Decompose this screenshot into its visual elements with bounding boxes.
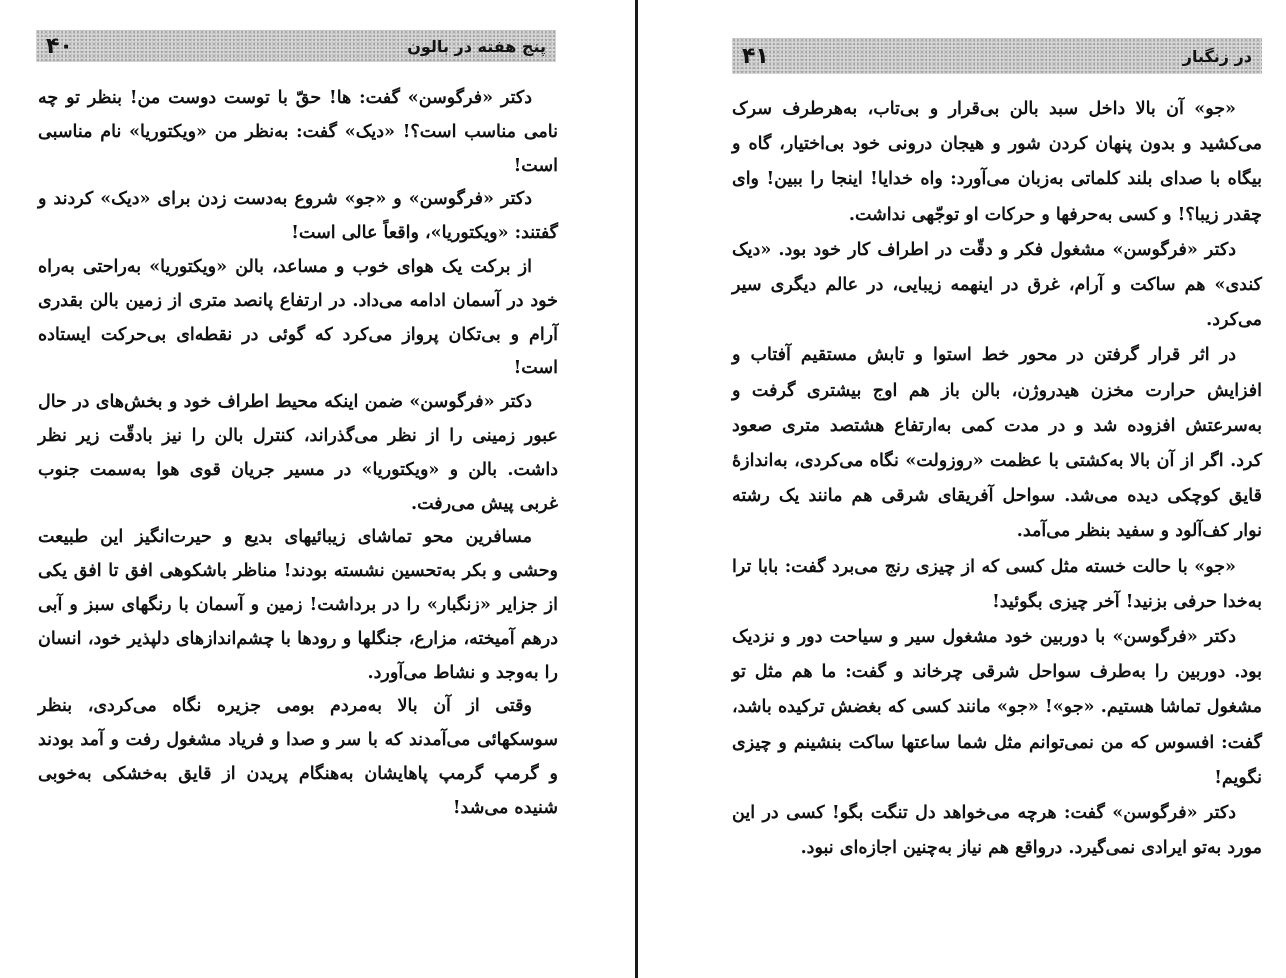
paragraph: دکتر «فرگوسن» ضمن اینکه محیط اطراف خود و بخش‌های در حال عبور زمینی را از نظر می‌گذراند، کنترل بالن را نیز بادقّت زیر نظر داشت. بالن و «ویکتوریا» در مسیر جریان قوی هوا به‌سمت جنوب غربی پیش می‌رفت. bbox=[38, 392, 558, 514]
right-running-title: در زنگبار bbox=[1182, 46, 1252, 66]
book-spine-divider bbox=[635, 0, 638, 978]
right-page bbox=[640, 0, 1286, 978]
right-body-text bbox=[732, 92, 1262, 866]
paragraph: مسافرین محو تماشای زیبائیهای بدیع و حیرت‌انگیز این طبیعت وحشی و بکر به‌تحسین نشسته بودند! مناظر باشکوهی افق تا افق یکی از جزایر «زنگبار» را در برداشت! زمین و آسمان با رنگهای سبز و آبی درهم آمیخته، مزارع، جنگلها و رودها با چشم‌اندازهای دلپذیر خود، انسان را به‌وجد و نشاط می‌آورد. bbox=[38, 527, 558, 683]
left-page bbox=[0, 0, 636, 978]
paragraph: در اثر قرار گرفتن در محور خط استوا و تابش مستقیم آفتاب و افزایش حرارت مخزن هیدروژن، بالن باز هم اوج بیشتری گرفت و به‌سرعتش افزوده شد و در مدت کمی به‌ارتفاع هشتصد متری صعود کرد. اگر از آن بالا به‌کشتی با عظمت «روزولت» نگاه می‌کردی، به‌اندازهٔ قایق کوچکی دیده می‌شد. سواحل آفریقای شرقی هم مانند یک رشته نوار کف‌آلود و سفید بنظر می‌آمد. bbox=[732, 345, 1262, 542]
paragraph: «جو» با حالت خسته مثل کسی که از چیزی رنج می‌برد گفت: بابا ترا به‌خدا حرفی بزنید! آخر چیزی بگوئید! bbox=[732, 556, 1262, 612]
paragraph: «جو» آن بالا داخل سبد بالن بی‌قرار و بی‌تاب، به‌هرطرف سرک می‌کشید و بدون پنهان کردن شور و هیجان درونی خود بی‌اختیار، گاه و بیگاه با صدای بلند کلماتی به‌زبان می‌آورد: واه خدایا! اینجا را ببین! وای چقدر زیبا؟! و کسی به‌حرفها و حرکات او توجّهی نداشت. bbox=[732, 99, 1262, 225]
paragraph: دکتر «فرگوسن» گفت: هرچه می‌خواهد دل تنگت بگو! کسی در این مورد به‌تو ایرادی نمی‌گیرد. درواقع هم نیاز به‌چنین اجازه‌ای نبود. bbox=[732, 803, 1262, 859]
paragraph: دکتر «فرگوسن» و «جو» شروع به‌دست زدن برای «دیک» کردند و گفتند: «ویکتوریا»، واقعاً عالی است! bbox=[38, 189, 558, 244]
left-body-text bbox=[38, 82, 558, 826]
paragraph: دکتر «فرگوسن» مشغول فکر و دقّت در اطراف کار خود بود. «دیک کندی» هم ساکت و آرام، غرق در اینهمه زیبایی، در عالم دیگری سیر می‌کرد. bbox=[732, 239, 1262, 331]
paragraph: از برکت یک هوای خوب و مساعد، بالن «ویکتوریا» به‌راحتی به‌راه خود در آسمان ادامه می‌داد. در ارتفاع پانصد متری از زمین بالن بقدری آرام و بی‌تکان پرواز می‌کرد که گوئی در نقطه‌ای بی‌حرکت ایستاده است! bbox=[38, 256, 558, 379]
paragraph: دکتر «فرگوسن» با دوربین خود مشغول سیر و سیاحت دور و نزدیک بود. دوربین را به‌طرف سواحل شرقی چرخاند و گفت: ما هم مثل تو مشغول تماشا هستیم. «جو»! «جو» مانند کسی که بغضش ترکیده باشد، گفت: افسوس که من نمی‌توانم مثل شما ساعتها ساکت بنشینم و چیزی نگویم! bbox=[732, 627, 1262, 788]
paragraph: وقتی از آن بالا به‌مردم بومی جزیره نگاه می‌کردی، بنظر سوسکهائی می‌آمدند که با سر و صدا و فریاد مشغول رفت و آمد بودند و گرمپ گرمپ پاهایشان به‌هنگام پریدن از قایق به‌خشکی به‌خوبی شنیده می‌شد! bbox=[38, 696, 558, 818]
paragraph: دکتر «فرگوسن» گفت: ها! حقّ با توست دوست من! بنظر تو چه نامی مناسب است؟! «دیک» گفت: به‌نظر من «ویکتوریا» نام مناسبی است! bbox=[38, 88, 558, 176]
right-page-header bbox=[732, 38, 1262, 74]
left-running-title: پنج هفته در بالون bbox=[407, 36, 546, 56]
left-page-header bbox=[36, 30, 556, 62]
right-page-number: ۴۱ bbox=[742, 43, 769, 69]
left-page-number: ۴۰ bbox=[46, 33, 73, 59]
